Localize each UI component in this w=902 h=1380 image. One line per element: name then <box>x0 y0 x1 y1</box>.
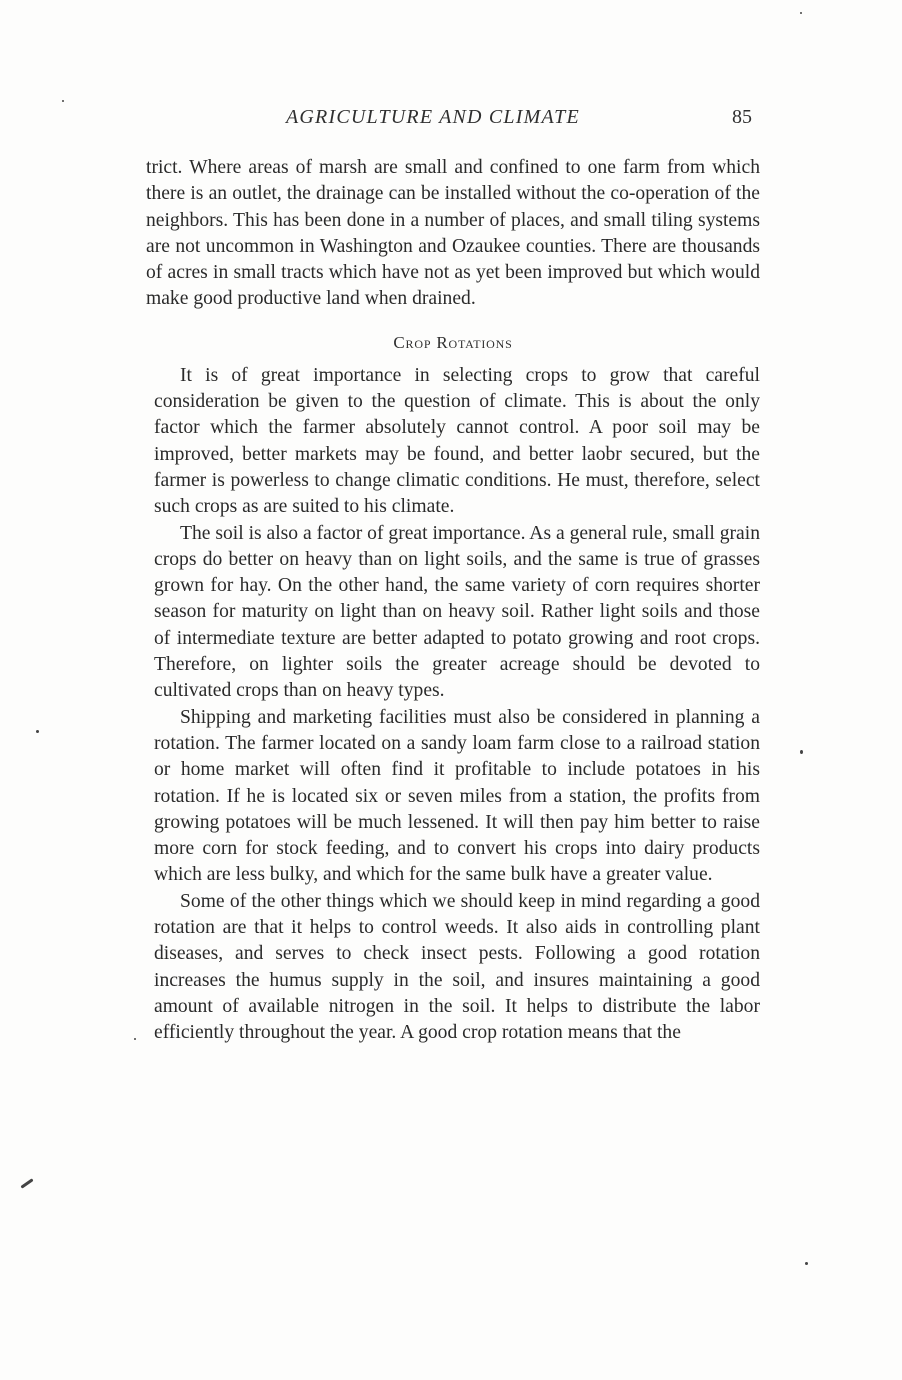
scan-speck <box>805 1262 808 1265</box>
body-text <box>146 155 760 1047</box>
page-number: 85 <box>732 106 752 128</box>
paragraph-soil: The soil is also a factor of great importance. As a general rule, small grain crops do better on heavy than on light soils, and the same is true of grasses grown for hay. On the other hand, the same variety of corn requires shorter season for maturity on light than on heavy soil. Rather light soils and those of intermediate texture are better adapted to potato growing and root crops. Therefore, on lighter soils the greater acreage should be devoted to cultivated crops than on heavy types. <box>154 522 760 702</box>
scan-speck <box>134 1038 136 1040</box>
scan-speck <box>36 730 39 733</box>
paragraph-climate: It is of great importance in selecting crops to grow that careful consideration be given to the question of climate. This is about the only factor which the farmer absolutely cannot control. A poor soil may be improved, better markets may be found, and better laobr secured, but the farmer is powerless to change climatic conditions. He must, therefore, select such crops as are suited to his climate. <box>154 364 760 518</box>
section-heading: Crop Rotations <box>393 332 513 352</box>
scan-speck <box>800 12 802 14</box>
paragraph-shipping: Shipping and marketing facilities must also be considered in planning a rotation. The farmer located on a sandy loam farm close to a railroad station or home market will often find it profitable to include potatoes in his rotation. If he is located six or seven miles from a station, the profits from growing potatoes will be much lessened. It will then pay him better to raise more corn for stock feeding, and to convert his crops into dairy products which are less bulky, and which for the same bulk have a greater value. <box>154 706 760 886</box>
running-title: AGRICULTURE AND CLIMATE <box>286 106 580 128</box>
crop-rotations-section <box>146 363 760 1047</box>
scan-speck <box>800 750 803 754</box>
scan-speck <box>20 1178 33 1188</box>
scan-speck <box>62 100 64 102</box>
running-head <box>146 106 756 134</box>
paragraph-drainage: trict. Where areas of marsh are small and confined to one farm from which there is an outlet, the drainage can be installed without the co-operation of the neighbors. This has been done in a number of places, and small tiling systems are not uncommon in Washington and Ozaukee counties. There are thousands of acres in small tracts which have not as yet been improved but which would make good productive land when drained. <box>146 157 760 310</box>
paragraph-benefits: Some of the other things which we should keep in mind regarding a good rotation are that it helps to control weeds. It also aids in controlling plant diseases, and serves to check insect pests. Following a good rotation increases the humus supply in the soil, and insures maintaining a good amount of available nitrogen in the soil. It helps to distribute the labor efficiently throughout the year. A good crop rotation means that the <box>154 890 760 1044</box>
